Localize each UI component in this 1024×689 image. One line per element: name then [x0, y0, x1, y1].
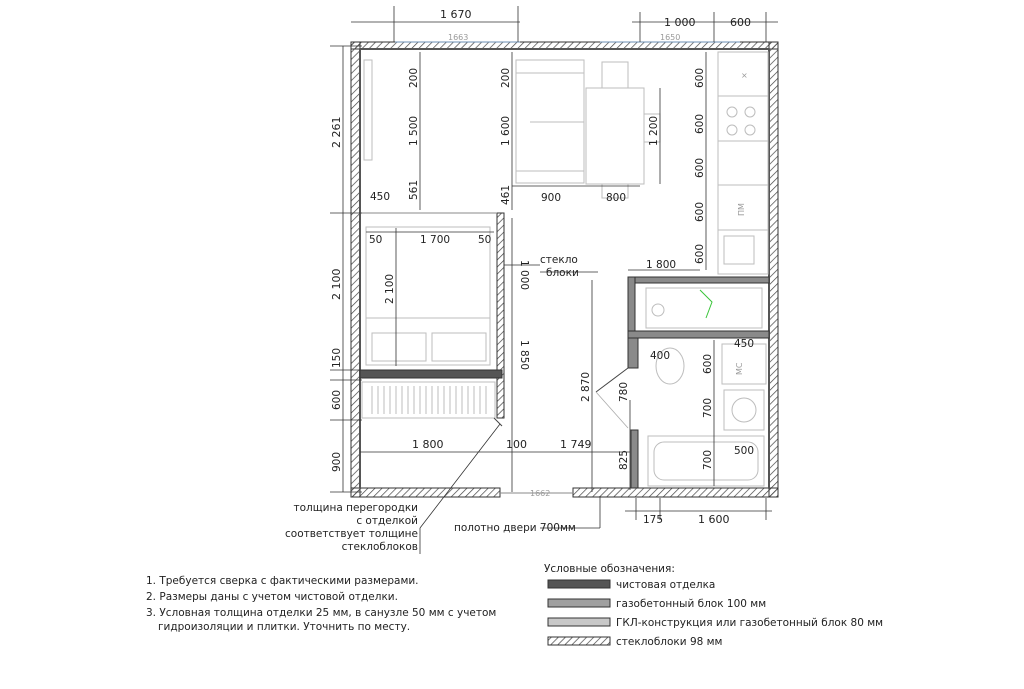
- dim-top-600: 600: [730, 16, 751, 29]
- basin-icon: [732, 398, 756, 422]
- legend-title: Условные обозначения:: [544, 563, 675, 575]
- note-2: 2. Размеры даны с учетом чистовой отделки.: [146, 591, 398, 603]
- svg-text:×: ×: [741, 71, 748, 80]
- dim-left-2261: 2 261: [330, 116, 343, 148]
- dim-top-1670: 1 670: [440, 8, 472, 21]
- doors: [494, 368, 628, 493]
- sink-icon: [724, 236, 754, 264]
- dim-living-1200: 1 200: [648, 115, 660, 146]
- dim-living-200: 200: [500, 67, 512, 88]
- dim-inner-561: 561: [408, 179, 420, 200]
- dim-bath-700b: 700: [702, 449, 714, 470]
- legend: [544, 563, 883, 648]
- notes: [146, 575, 496, 633]
- dim-kitchen-3: 600: [694, 157, 706, 178]
- dim-top-1000: 1 000: [664, 16, 696, 29]
- legend-item-finish: чистовая отделка: [616, 579, 716, 591]
- callout-blocks: блоки: [546, 267, 579, 279]
- dim-tiny-1662: 1662: [530, 489, 551, 498]
- legend-item-block100: газобетонный блок 100 мм: [616, 598, 767, 610]
- dim-bath-2870: 2 870: [580, 371, 592, 402]
- dim-bath-400: 400: [650, 350, 671, 362]
- legend-swatch-glass: [548, 637, 610, 645]
- dim-living-1600: 1 600: [500, 115, 512, 146]
- dishwasher-label: ПМ: [737, 203, 746, 216]
- dim-kitchen-5: 600: [694, 243, 706, 264]
- callout-door: полотно двери 700мм: [454, 522, 576, 534]
- callout-partition-1: толщина перегородки: [293, 502, 418, 514]
- dim-kitchen-1: 600: [694, 67, 706, 88]
- dim-bed-2100: 2 100: [384, 273, 396, 304]
- callout-glass: стекло: [540, 254, 578, 266]
- legend-swatch-block100: [548, 599, 610, 607]
- legend-item-gkl: ГКЛ-конструкция или газобетонный блок 80 мм: [616, 617, 884, 629]
- dim-inner-1500: 1 500: [408, 115, 420, 146]
- dim-bed-50a: 50: [369, 234, 383, 246]
- legend-item-glass: стеклоблоки 98 мм: [616, 636, 723, 648]
- dim-left-600: 600: [331, 389, 343, 410]
- dim-bath-700a: 700: [702, 397, 714, 418]
- dim-bath-1600: 1 600: [698, 513, 730, 526]
- dim-inner-450: 450: [370, 191, 391, 203]
- dim-bath-500: 500: [734, 445, 755, 457]
- dim-bath-825: 825: [618, 449, 630, 470]
- callout-partition-3: соответствует толщине: [285, 528, 418, 540]
- dim-kitchen-2: 600: [694, 113, 706, 134]
- dim-bath-1800: 1 800: [646, 259, 677, 271]
- dim-left-150: 150: [331, 347, 343, 368]
- dim-bath-600: 600: [702, 353, 714, 374]
- dim-bath-175: 175: [643, 514, 664, 526]
- legend-swatch-finish: [548, 580, 610, 588]
- dim-tiny-1650: 1650: [660, 33, 681, 42]
- note-3: 3. Условная толщина отделки 25 мм, в санузле 50 мм с учетом: [146, 607, 497, 619]
- dim-living-900: 900: [541, 192, 562, 204]
- dim-bed-50b: 50: [478, 234, 492, 246]
- legend-swatch-gkl: [548, 618, 610, 626]
- dim-bed-1850: 1 850: [518, 340, 530, 371]
- dim-living-461: 461: [500, 184, 512, 205]
- dim-living-800: 800: [606, 192, 627, 204]
- callout-partition-2: с отделкой: [356, 515, 418, 527]
- dim-bath-450: 450: [734, 338, 755, 350]
- dim-bath-780: 780: [618, 381, 630, 402]
- dim-tiny-1663: 1663: [448, 33, 469, 42]
- note-1: 1. Требуется сверка с фактическими размерами.: [146, 575, 419, 587]
- washer-label: МС: [735, 362, 744, 375]
- dim-bed-1000: 1 000: [518, 260, 530, 291]
- dim-bottom-100: 100: [506, 438, 527, 451]
- dim-kitchen-4: 600: [694, 201, 706, 222]
- callout-partition-4: стеклоблоков: [341, 541, 418, 553]
- dim-bottom-1749: 1 749: [560, 438, 592, 451]
- dim-bed-1700: 1 700: [420, 234, 451, 246]
- note-4: гидроизоляции и плитки. Уточнить по месту.: [158, 621, 411, 633]
- dim-left-900: 900: [331, 451, 343, 472]
- dim-left-2100: 2 100: [330, 268, 343, 300]
- dim-bottom-1800: 1 800: [412, 438, 444, 451]
- dim-inner-200: 200: [408, 67, 420, 88]
